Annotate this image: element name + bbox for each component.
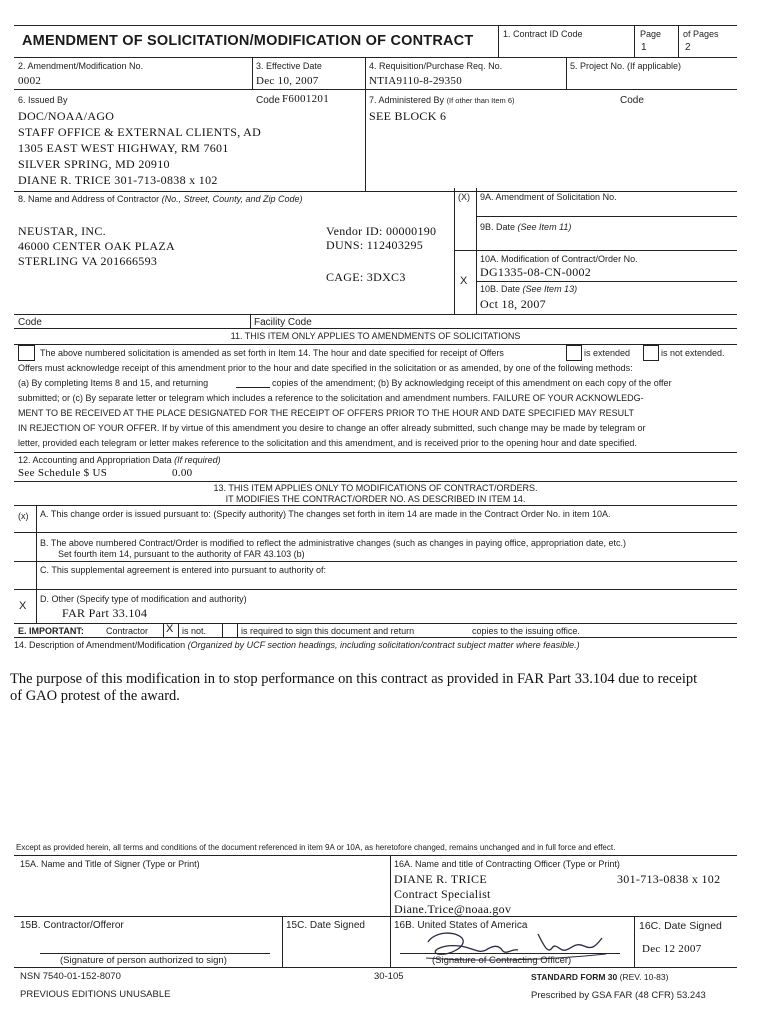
divider — [14, 191, 737, 192]
blank-line — [236, 387, 270, 388]
issued-line: DOC/NOAA/AGO — [18, 109, 115, 123]
contractor-line: NEUSTAR, INC. — [18, 224, 106, 238]
accounting-value: See Schedule $ US — [18, 467, 108, 479]
duns: DUNS: 112403295 — [326, 238, 424, 252]
usa-label: 16B. United States of America — [394, 920, 528, 931]
page-label: Page — [640, 29, 662, 39]
administered-value: SEE BLOCK 6 — [369, 109, 447, 123]
effective-date-label: 3. Effective Date — [256, 61, 322, 71]
block9b-label: 9B. Date (See Item 11) — [480, 222, 572, 232]
divider — [14, 916, 737, 917]
block11-line: MENT TO BE RECEIVED AT THE PLACE DESIGNATED FOR THE RECEIPT OF OFFERS PRIOR TO THE HOUR AND DATE SPECIFIED MAY RESULT — [18, 408, 634, 418]
divider — [454, 250, 737, 251]
description-label: 14. Description of Amendment/Modification (Organized by UCF section headings, including solicitation/contract subject matter where feasible.) — [14, 640, 580, 650]
divider — [476, 281, 737, 282]
standard-form: STANDARD FORM 30 (REV. 10-83) — [531, 972, 669, 982]
form-number: 30-105 — [374, 971, 404, 982]
divider — [365, 57, 366, 89]
signature-line — [40, 953, 270, 954]
block13b-text: B. The above numbered Contract/Order is modified to reflect the administrative changes (such as changes in paying office, appropriation date, etc.) — [40, 538, 626, 548]
except-text: Except as provided herein, all terms and conditions of the document referenced in item 9A or 10A, as heretofore changed, remains unchanged and in full force and effect. — [16, 843, 616, 852]
divider — [566, 57, 567, 89]
block11-line: submitted; or (c) By separate letter or telegram which includes a reference to the solicitation and amendment numbers. FAILURE OF YOUR ACKNOWLEDG- — [18, 393, 644, 403]
block10-x-mark: X — [460, 275, 468, 287]
administered-code-label: Code — [620, 95, 644, 106]
accounting-label: 12. Accounting and Appropriation Data (If required) — [18, 455, 221, 465]
divider — [252, 57, 253, 89]
of-pages-label: of Pages — [683, 29, 719, 39]
divider — [14, 481, 737, 482]
issued-code-label: Code — [256, 95, 280, 106]
is-required-checkbox[interactable] — [222, 623, 238, 638]
issued-line: STAFF OFFICE & EXTERNAL CLIENTS, AD — [18, 125, 262, 139]
divider — [14, 57, 737, 58]
contracting-officer-label: 16A. Name and title of Contracting Officer (Type or Print) — [394, 859, 620, 869]
of-pages-value: 2 — [685, 42, 691, 53]
divider — [14, 623, 737, 624]
contracting-officer-phone: 301-713-0838 x 102 — [617, 872, 721, 886]
block11-line: The above numbered solicitation is amended as set forth in Item 14. The hour and date specified for receipt of Offers — [40, 348, 504, 358]
accounting-amount: 0.00 — [172, 467, 193, 479]
contractor-date-label: 15C. Date Signed — [286, 920, 365, 931]
block9-x-mark: (X) — [458, 192, 470, 202]
block10a-label: 10A. Modification of Contract/Order No. — [480, 254, 638, 264]
divider — [14, 967, 737, 968]
block9a-label: 9A. Amendment of Solicitation No. — [480, 192, 617, 202]
block10b-value: Oct 18, 2007 — [480, 297, 546, 311]
is-required-label: is required to sign this document and return — [241, 626, 415, 636]
issued-line: SILVER SPRING, MD 20910 — [18, 157, 170, 171]
divider — [14, 89, 737, 90]
divider — [14, 637, 737, 638]
officer-date-label: 16C. Date Signed — [639, 920, 722, 932]
signer-name-label: 15A. Name and Title of Signer (Type or Print) — [20, 859, 200, 869]
divider — [14, 328, 737, 329]
solicitation-checkbox[interactable] — [18, 345, 35, 361]
block13d-x-mark: X — [19, 600, 27, 612]
amendment-value: 0002 — [18, 75, 42, 87]
copies-label: copies to the issuing office. — [472, 626, 580, 636]
contracting-officer-email: Diane.Trice@noaa.gov — [394, 902, 512, 916]
is-not-x-mark: X — [166, 623, 174, 635]
divider — [678, 25, 679, 57]
divider — [14, 855, 737, 856]
divider — [14, 589, 737, 590]
issued-line: 1305 EAST WEST HIGHWAY, RM 7601 — [18, 141, 229, 155]
divider — [476, 216, 737, 217]
contracting-officer-name: DIANE R. TRICE — [394, 872, 487, 886]
divider — [454, 188, 455, 314]
block11-line: (a) By completing Items 8 and 15, and returning — [18, 378, 209, 388]
contracting-officer-title: Contract Specialist — [394, 887, 491, 901]
important-contractor: Contractor — [106, 626, 149, 636]
vendor-id: Vendor ID: 00000190 — [326, 224, 437, 238]
extended-checkbox[interactable] — [566, 345, 582, 361]
nsn: NSN 7540-01-152-8070 — [20, 971, 121, 982]
divider — [14, 344, 737, 345]
contractor-label: 8. Name and Address of Contractor (No., Street, County, and Zip Code) — [18, 194, 303, 204]
cage: CAGE: 3DXC3 — [326, 270, 406, 284]
divider — [250, 314, 251, 328]
is-not-label: is not. — [182, 626, 207, 636]
requisition-label: 4. Requisition/Purchase Req. No. — [369, 61, 503, 71]
description-text: of GAO protest of the award. — [10, 688, 180, 704]
block13b-text: Set fourth item 14, pursuant to the authority of FAR 43.103 (b) — [58, 549, 305, 559]
is-extended-label: is extended — [584, 348, 631, 358]
divider — [14, 25, 737, 26]
contractor-code-label: Code — [18, 317, 42, 328]
page-title: AMENDMENT OF SOLICITATION/MODIFICATION OF CONTRACT — [22, 33, 474, 49]
issued-by-label: 6. Issued By — [18, 95, 68, 105]
block13c-text: C. This supplemental agreement is entered into pursuant to authority of: — [40, 565, 326, 575]
block11-line: letter, provided each telegram or letter makes reference to the solicitation and this amendment, and is received prior to the opening hour and date specified. — [18, 438, 637, 448]
block11-line: copies of the amendment; (b) By acknowledging receipt of this amendment on each copy of the offer — [272, 378, 672, 388]
divider — [14, 505, 737, 506]
divider — [476, 188, 477, 314]
contractor-line: 46000 CENTER OAK PLAZA — [18, 239, 175, 253]
previous-editions: PREVIOUS EDITIONS UNUSABLE — [20, 989, 171, 1000]
divider — [14, 314, 737, 315]
block13-x-header: (x) — [18, 511, 29, 521]
block13-heading: IT MODIFIES THE CONTRACT/ORDER NO. AS DESCRIBED IN ITEM 14. — [225, 494, 526, 504]
divider — [14, 561, 737, 562]
divider — [365, 89, 366, 191]
officer-date-value: Dec 12 2007 — [642, 943, 702, 955]
block11-line: IN REJECTION OF YOUR OFFER. If by virtue of this amendment you desire to change an offer already submitted, such change may be made by telegram or — [18, 423, 646, 433]
administered-label: 7. Administered By (If other than Item 6) — [369, 95, 515, 105]
facility-code-label: Facility Code — [254, 317, 312, 328]
contractor-offeror-label: 15B. Contractor/Offeror — [20, 920, 124, 931]
contract-id-label: 1. Contract ID Code — [503, 29, 583, 39]
signature-line — [400, 953, 620, 954]
divider — [282, 916, 283, 967]
description-text: The purpose of this modification in to stop performance on this contract as provided in FAR Part 33.104 due to receipt — [10, 671, 698, 687]
block13a-text: A. This change order is issued pursuant to: (Specify authority) The changes set forth in item 14 are made in the Contract Order No. in item 10A. — [40, 509, 611, 519]
contractor-signature-caption: (Signature of person authorized to sign) — [60, 955, 227, 966]
prescribed-by: Prescribed by GSA FAR (48 CFR) 53.243 — [531, 990, 706, 1001]
not-extended-checkbox[interactable] — [643, 345, 659, 361]
page-value: 1 — [641, 42, 647, 53]
issued-line: DIANE R. TRICE 301-713-0838 x 102 — [18, 173, 218, 187]
divider — [14, 532, 737, 533]
contractor-line: STERLING VA 201666593 — [18, 254, 158, 268]
block11-line: Offers must acknowledge receipt of this amendment prior to the hour and date specified in the solicitation or as amended, by one of the following methods: — [18, 363, 633, 373]
divider — [634, 25, 635, 57]
divider — [36, 505, 37, 623]
requisition-value: NTIA9110-8-29350 — [369, 75, 462, 87]
is-not-extended-label: is not extended. — [661, 348, 725, 358]
divider — [390, 855, 391, 967]
block10a-value: DG1335-08-CN-0002 — [480, 265, 592, 279]
block13-heading: 13. THIS ITEM APPLIES ONLY TO MODIFICATIONS OF CONTRACT/ORDERS. — [213, 483, 538, 493]
block10b-label: 10B. Date (See Item 13) — [480, 284, 578, 294]
block13d-text: D. Other (Specify type of modification and authority) — [40, 594, 247, 604]
important-label: E. IMPORTANT: — [18, 626, 84, 636]
block13d-value: FAR Part 33.104 — [62, 606, 148, 620]
effective-date-value: Dec 10, 2007 — [256, 75, 319, 87]
divider — [14, 452, 737, 453]
block11-heading: 11. THIS ITEM ONLY APPLIES TO AMENDMENTS OF SOLICITATIONS — [230, 331, 521, 341]
divider — [498, 25, 499, 57]
project-label: 5. Project No. (If applicable) — [570, 61, 682, 71]
issued-code-value: F6001201 — [282, 93, 330, 105]
officer-signature-caption: (Signature of Contracting Officer) — [432, 955, 572, 966]
divider — [634, 916, 635, 967]
amendment-label: 2. Amendment/Modification No. — [18, 61, 144, 71]
